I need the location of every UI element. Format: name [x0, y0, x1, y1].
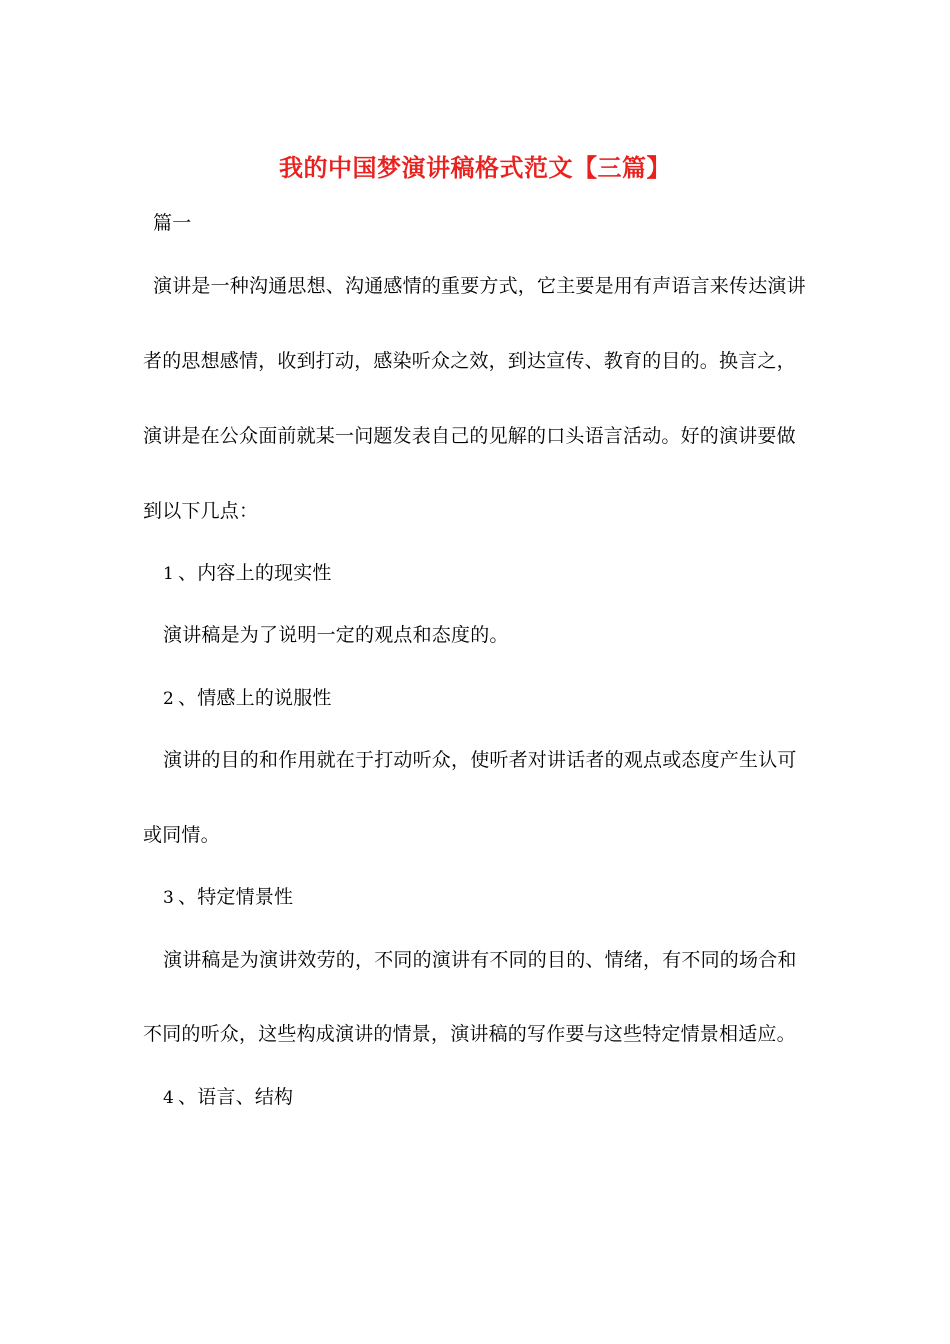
- point-body-1-line-1: 演讲稿是为了说明一定的观点和态度的。: [163, 624, 509, 646]
- intro-line-4: 到以下几点：: [143, 500, 259, 522]
- section-heading: 篇一: [153, 212, 192, 234]
- point-number-2: 2: [163, 689, 175, 709]
- point-separator-3: 、: [178, 886, 198, 908]
- point-heading-1: [163, 560, 332, 587]
- point-number-1: 1: [163, 564, 175, 584]
- point-separator-2: 、: [178, 687, 198, 709]
- point-number-4: 4: [163, 1088, 175, 1108]
- intro-line-1: 演讲是一种沟通思想、沟通感情的重要方式，它主要是用有声语言来传达演讲: [153, 275, 806, 297]
- point-heading-text-1: 内容上的现实性: [197, 562, 332, 584]
- point-separator-4: 、: [178, 1086, 198, 1108]
- point-body-2-line-1: 演讲的目的和作用就在于打动听众，使听者对讲话者的观点或态度产生认可: [163, 749, 797, 771]
- point-body-3-line-1: 演讲稿是为演讲效劳的，不同的演讲有不同的目的、情绪，有不同的场合和: [163, 949, 797, 971]
- point-body-2-line-2: 或同情。: [143, 824, 220, 846]
- intro-line-3: 演讲是在公众面前就某一问题发表自己的见解的口头语言活动。好的演讲要做: [143, 425, 796, 447]
- point-heading-4: [163, 1084, 293, 1111]
- point-heading-2: [163, 685, 332, 712]
- point-heading-text-2: 情感上的说服性: [197, 687, 332, 709]
- document-title: 我的中国梦演讲稿格式范文【三篇】: [279, 153, 671, 182]
- point-separator-1: 、: [178, 562, 198, 584]
- point-number-3: 3: [163, 888, 175, 908]
- point-heading-text-3: 特定情景性: [197, 886, 294, 908]
- point-body-3-line-2: 不同的听众，这些构成演讲的情景，演讲稿的写作要与这些特定情景相适应。: [143, 1023, 796, 1045]
- point-heading-text-4: 语言、结构: [197, 1086, 294, 1108]
- point-heading-3: [163, 884, 293, 911]
- intro-line-2: 者的思想感情，收到打动，感染听众之效，到达宣传、教育的目的。换言之，: [143, 350, 796, 372]
